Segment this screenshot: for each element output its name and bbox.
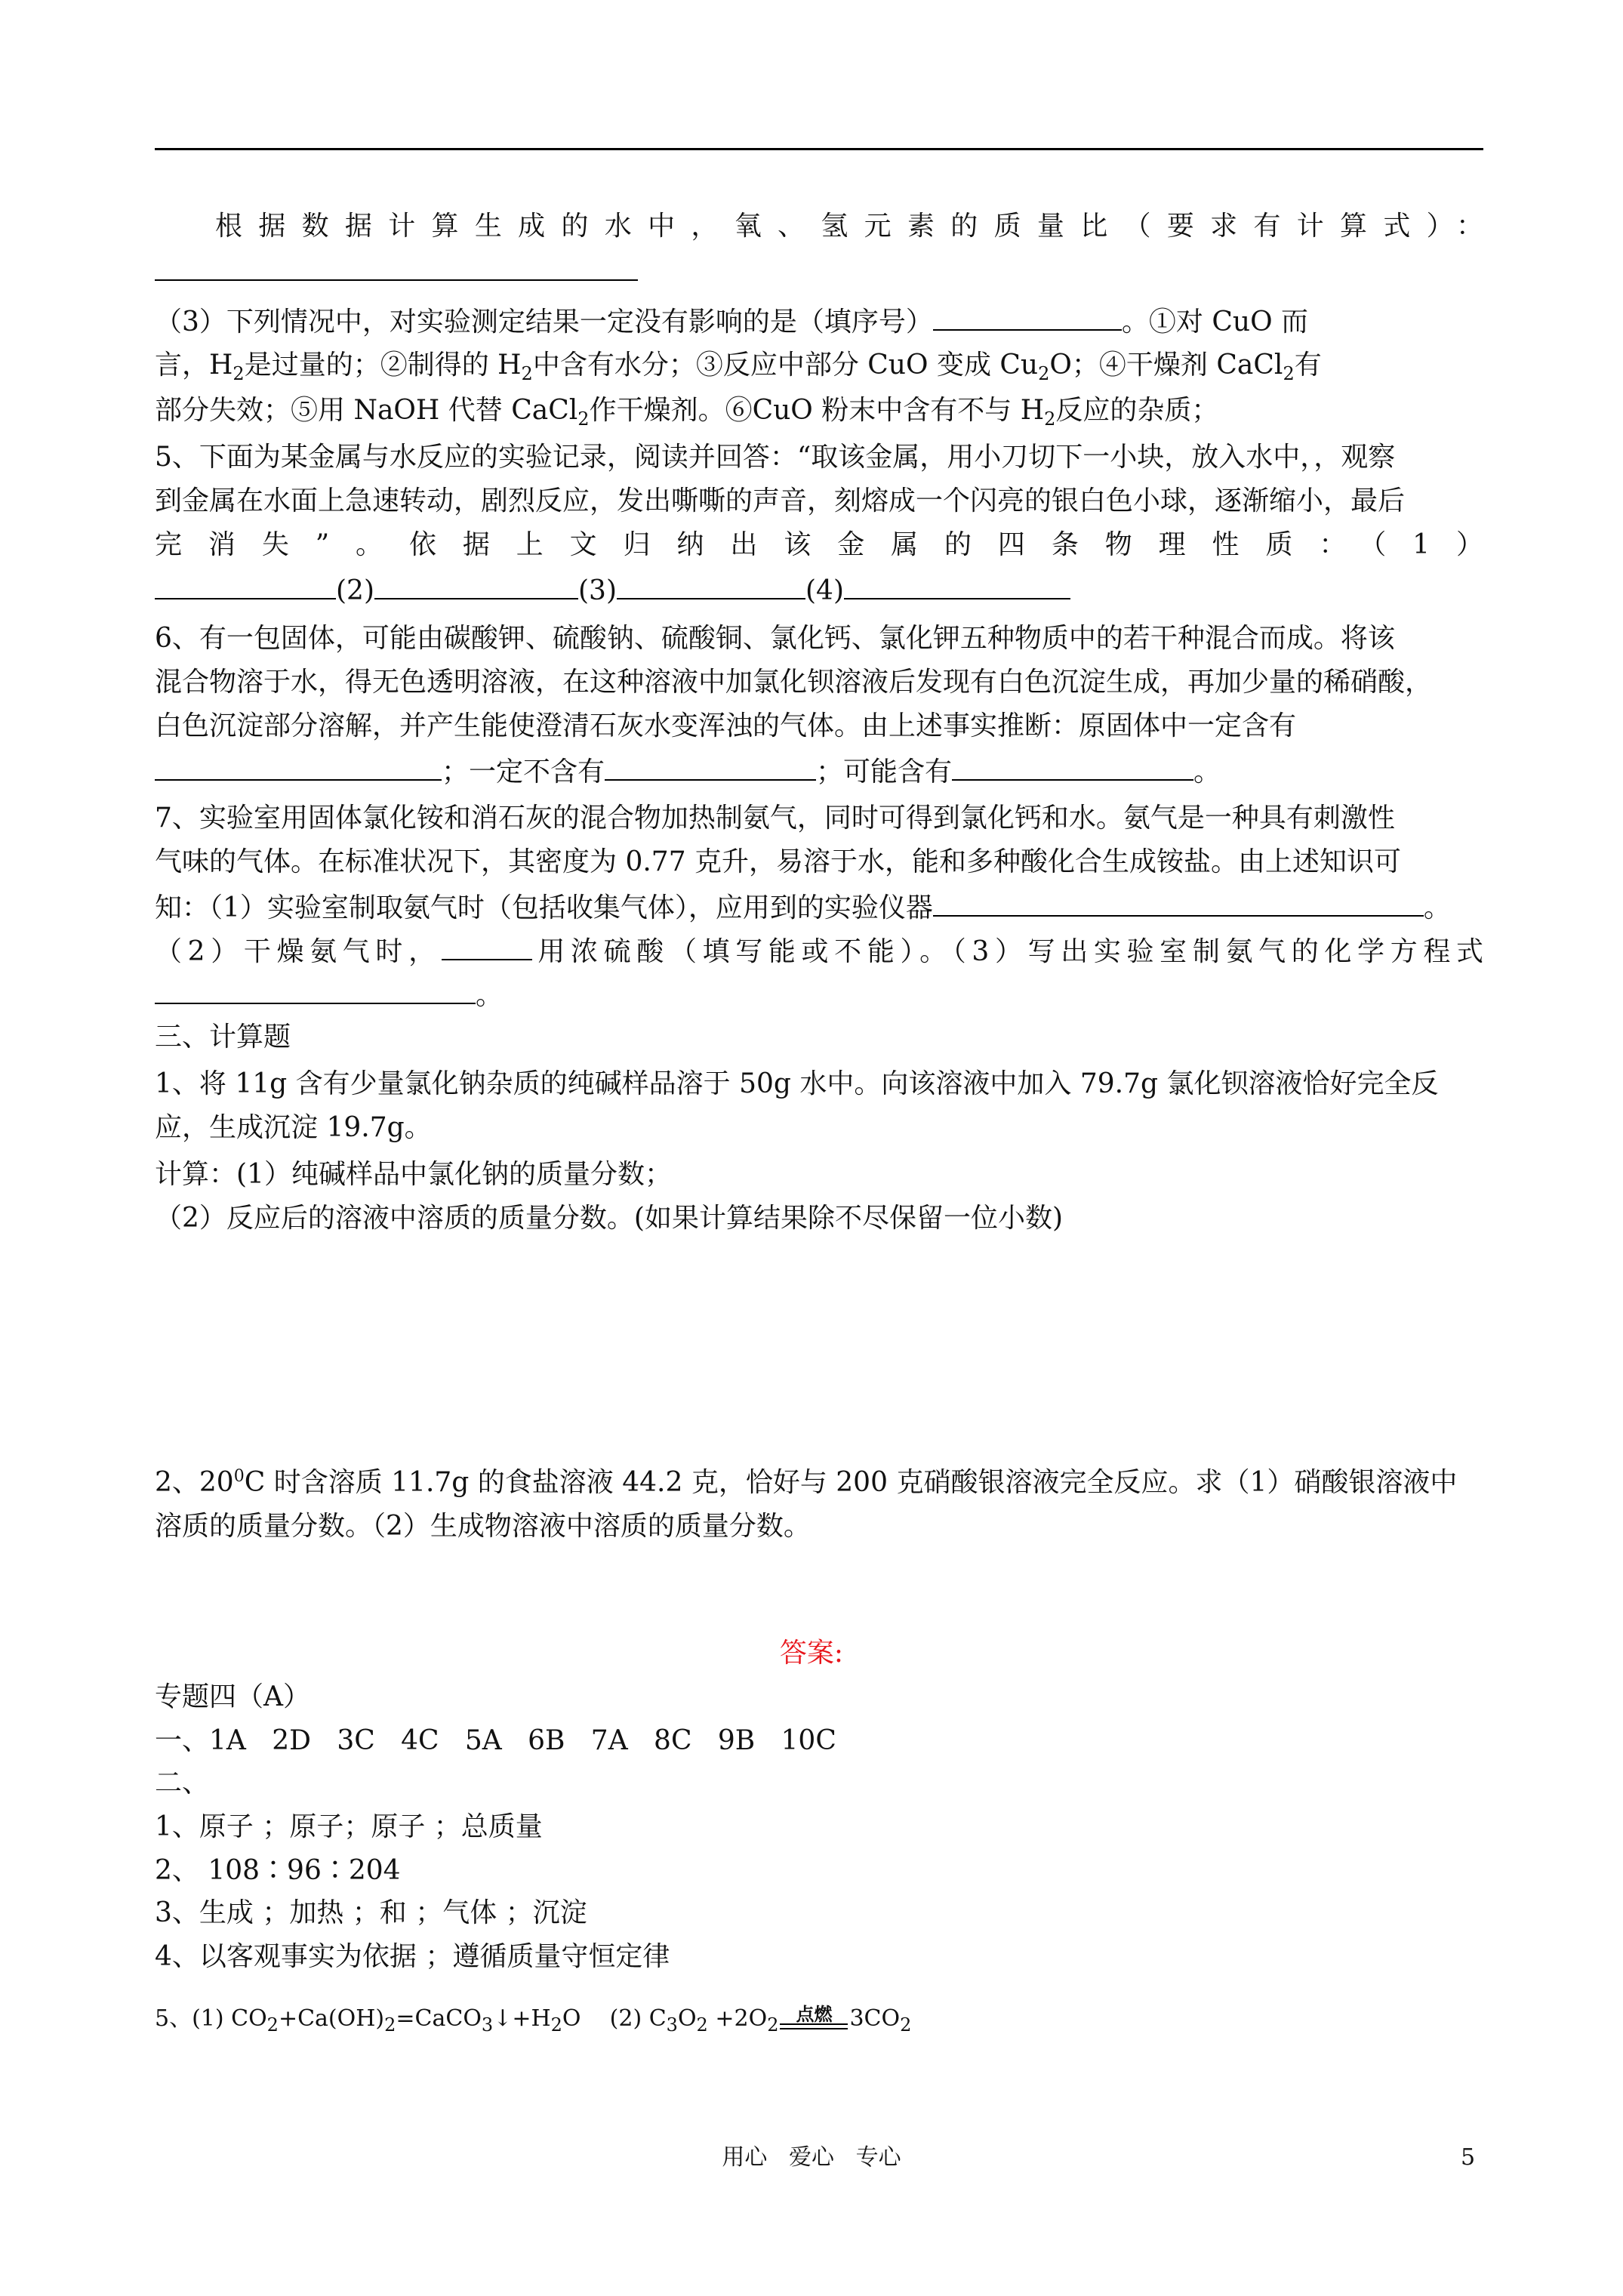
q5-line4: (2) (3) (4) — [155, 572, 1483, 608]
ratio-question: 根据数据计算生成的水中，氧、氢元素的质量比（要求有计算式）： — [215, 211, 1483, 242]
q5-line3: 完消失”。依据上文归纳出该金属的四条物理性质：（1） — [155, 529, 1483, 560]
q3-line2: 言，$H_2$是过量的；②制得的 $H_2$中含有水分；③反应中部分 CuO 变成 $Cu_2O$；④干燥剂 CaCl$_2$有 — [155, 350, 1322, 385]
calc2-line2: 溶质的质量分数。（2）生成物溶液中溶质的质量分数。 — [155, 1511, 811, 1542]
section-heading-calc: 三、计算题 — [155, 1022, 291, 1052]
calc1-line1: 1、将 11g 含有少量氯化钠杂质的纯碱样品溶于 50g 水中。向该溶液中加入 79.7g 氯化钡溶液恰好完全反 — [155, 1068, 1439, 1099]
reaction-condition: 点燃 — [780, 2002, 848, 2036]
q5-line2: 到金属在水面上急速转动，剧烈反应，发出嘶嘶的声音，刻熔成一个闪亮的银白色小球，逐渐缩小，最后 — [155, 485, 1406, 516]
answer-1: 1、原子 ；原子；原子 ；总质量 — [155, 1811, 543, 1842]
q6-blank-3[interactable] — [952, 754, 1193, 781]
answer-topic: 专题四（A） — [155, 1681, 310, 1712]
q5-blank-1[interactable] — [155, 572, 336, 599]
calc1-line2: 应，生成沉淀 19.7g。 — [155, 1112, 432, 1143]
q7-line1: 7、实验室用固体氯化铵和消石灰的混合物加热制氨气，同时可得到氯化钙和水。氨气是一种具有刺激性 — [155, 803, 1395, 834]
calc1-line4: （2）反应后的溶液中溶质的质量分数。(如果计算结果除不尽保留一位小数) — [155, 1203, 1063, 1234]
q6-line2: 混合物溶于水，得无色透明溶液，在这种溶液中加氯化钡溶液后发现有白色沉淀生成，再加少量的稀硝酸， — [155, 667, 1433, 698]
header-rule — [155, 148, 1483, 150]
q7-blank-3[interactable] — [155, 977, 476, 1004]
q6-line4: ；一定不含有 ；可能含有 。 — [155, 754, 1483, 789]
calc1-line3: 计算：(1）纯碱样品中氯化钠的质量分数； — [155, 1159, 672, 1190]
q3-line3: 部分失效；⑤用 NaOH 代替 CaCl$_2$作干燥剂。⑥CuO 粉末中含有不与 $H_2$反应的杂质； — [155, 395, 1219, 430]
answer-2: 2、 108∶96∶204 — [155, 1855, 401, 1886]
q7-blank-2[interactable] — [442, 933, 532, 960]
q7-line2: 气味的气体。在标准状况下，其密度为 0.77 克升，易溶于水，能和多种酸化合生成铵盐。由上述知识可 — [155, 846, 1402, 877]
q5-blank-4[interactable] — [844, 572, 1070, 599]
q5-blank-2[interactable] — [374, 572, 578, 599]
answer-mc: 一、1A 2D 3C 4C 5A 6B 7A 8C 9B 10C — [155, 1725, 836, 1756]
footer-slogan: 用心 爱心 专心 — [722, 2144, 901, 2171]
answer-part2: 二、 — [155, 1767, 210, 1798]
q7-line3: 知：（1）实验室制取氨气时（包括收集气体），应用到的实验仪器 。 — [155, 889, 1483, 925]
answers-title: 答案: — [779, 1638, 844, 1669]
answer-4: 4、以客观事实为依据 ；遵循质量守恒定律 — [155, 1941, 670, 1972]
q7-line4: （2）干燥氨气时， 用浓硫酸（填写能或不能）。（3）写出实验室制氨气的化学方程式 — [155, 933, 1483, 969]
q7-blank-1[interactable] — [933, 889, 1424, 917]
q6-line1: 6、有一包固体，可能由碳酸钾、硫酸钠、硫酸铜、氯化钙、氯化钾五种物质中的若干种混合而成。将该 — [155, 623, 1395, 654]
q3-line1: （3）下列情况中，对实验测定结果一定没有影响的是（填序号） 。①对 CuO 而 — [155, 304, 1483, 339]
q3-blank[interactable] — [933, 304, 1122, 331]
answer-3: 3、生成 ；加热 ；和 ；气体 ；沉淀 — [155, 1897, 587, 1928]
q6-blank-1[interactable] — [155, 754, 442, 781]
q7-line5: 。 — [155, 977, 1483, 1012]
q6-blank-2[interactable] — [605, 754, 816, 781]
ratio-answer-blank[interactable] — [155, 254, 1483, 289]
page-number: 5 — [1461, 2144, 1476, 2171]
q6-line3: 白色沉淀部分溶解，并产生能使澄清石灰水变浑浊的气体。由上述事实推断：原固体中一定含有 — [155, 710, 1297, 741]
answer-5-equations: 5、(1) $CO_2+Ca(OH)_2=CaCO_3↓+H_2O$ (2) $C_3O_2 +2O_2$ 点燃 $3CO_2$ — [155, 2004, 912, 2036]
q5-blank-3[interactable] — [617, 572, 805, 599]
calc2-line1: 2、$20^0C$ 时含溶质 11.7g 的食盐溶液 44.2 克，恰好与 200 克硝酸银溶液完全反应。求（1）硝酸银溶液中 — [155, 1467, 1458, 1498]
q5-line1: 5、下面为某金属与水反应的实验记录，阅读并回答：“取该金属，用小刀切下一小块，放入水中，，观察 — [155, 442, 1396, 473]
